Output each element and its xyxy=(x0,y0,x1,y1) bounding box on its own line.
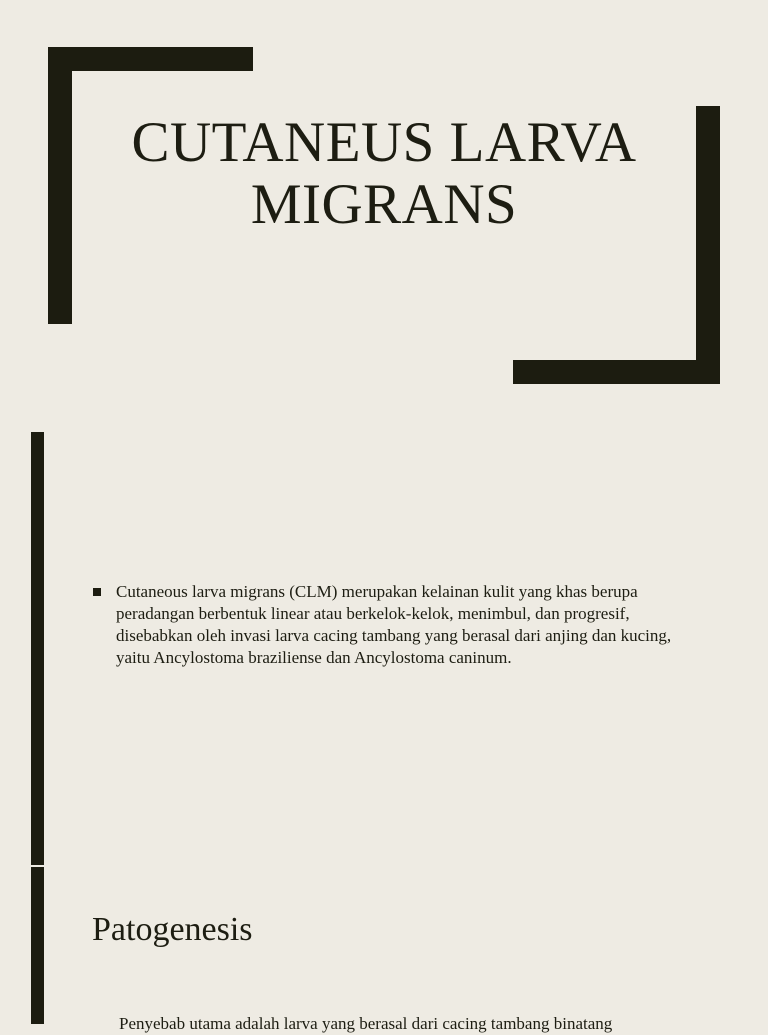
slide-title xyxy=(100,112,668,236)
body-text-partial: Penyebab utama adalah larva yang berasal dari cacing tambang binatang xyxy=(119,1014,613,1033)
section-heading: Patogenesis xyxy=(92,911,253,948)
title-slide xyxy=(0,0,768,432)
title-line-1: CUTANEUS LARVA xyxy=(131,111,637,174)
title-line-2: MIGRANS xyxy=(250,173,518,236)
bullet-text: Cutaneous larva migrans (CLM) merupakan kelainan kulit yang khas berupa peradangan berbentuk linear atau berkelok-kelok, menimbul, dan progresif, disebabkan oleh invasi larva cacing tambang yang berasal dari anjing dan kucing, yaitu Ancylostoma braziliense dan Ancylostoma caninum. xyxy=(116,582,672,667)
corner-bracket-top-horizontal xyxy=(48,47,253,71)
square-bullet-icon xyxy=(93,588,101,596)
left-accent-bar xyxy=(31,432,44,865)
left-accent-bar xyxy=(31,867,44,1024)
corner-bracket-bottom-horizontal xyxy=(513,360,720,384)
corner-bracket-left-vertical xyxy=(48,47,72,324)
corner-bracket-right-vertical xyxy=(696,106,720,384)
